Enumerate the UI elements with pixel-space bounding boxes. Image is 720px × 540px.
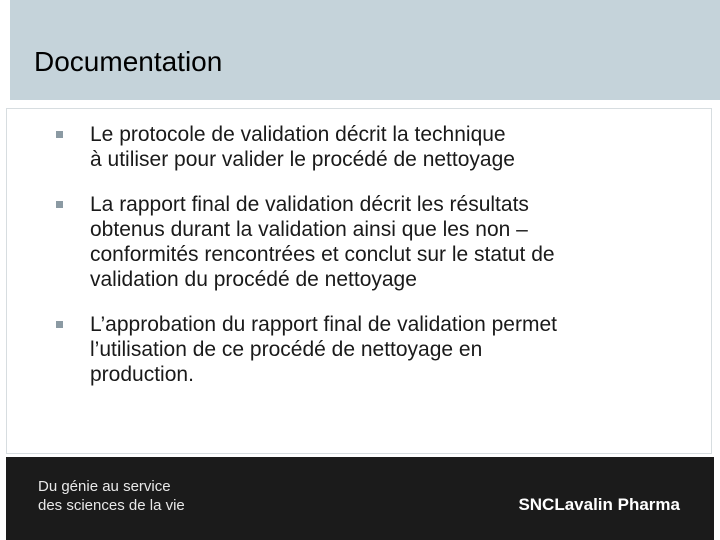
list-item [56, 312, 686, 387]
list-item [56, 122, 686, 172]
footer-band [6, 457, 714, 540]
bullet-text: L’approbation du rapport final de validation permet l’utilisation de ce procédé de nettoyage en production. [90, 313, 557, 386]
square-bullet-icon [56, 321, 63, 328]
brand-logo-text: SNCLavalin Pharma [518, 495, 680, 514]
square-bullet-icon [56, 201, 63, 208]
footer-tagline: Du génie au service des sciences de la vie [38, 478, 185, 514]
list-item [56, 192, 686, 292]
bullet-list [56, 122, 686, 407]
slide-title: Documentation [34, 46, 223, 77]
bullet-text: La rapport final de validation décrit les résultats obtenus durant la validation ainsi que les non – conformités rencontrées et conclut sur le statut de validation du procédé de nettoyage [90, 193, 555, 291]
bullet-text: Le protocole de validation décrit la technique à utiliser pour valider le procédé de nettoyage [90, 123, 515, 171]
square-bullet-icon [56, 131, 63, 138]
